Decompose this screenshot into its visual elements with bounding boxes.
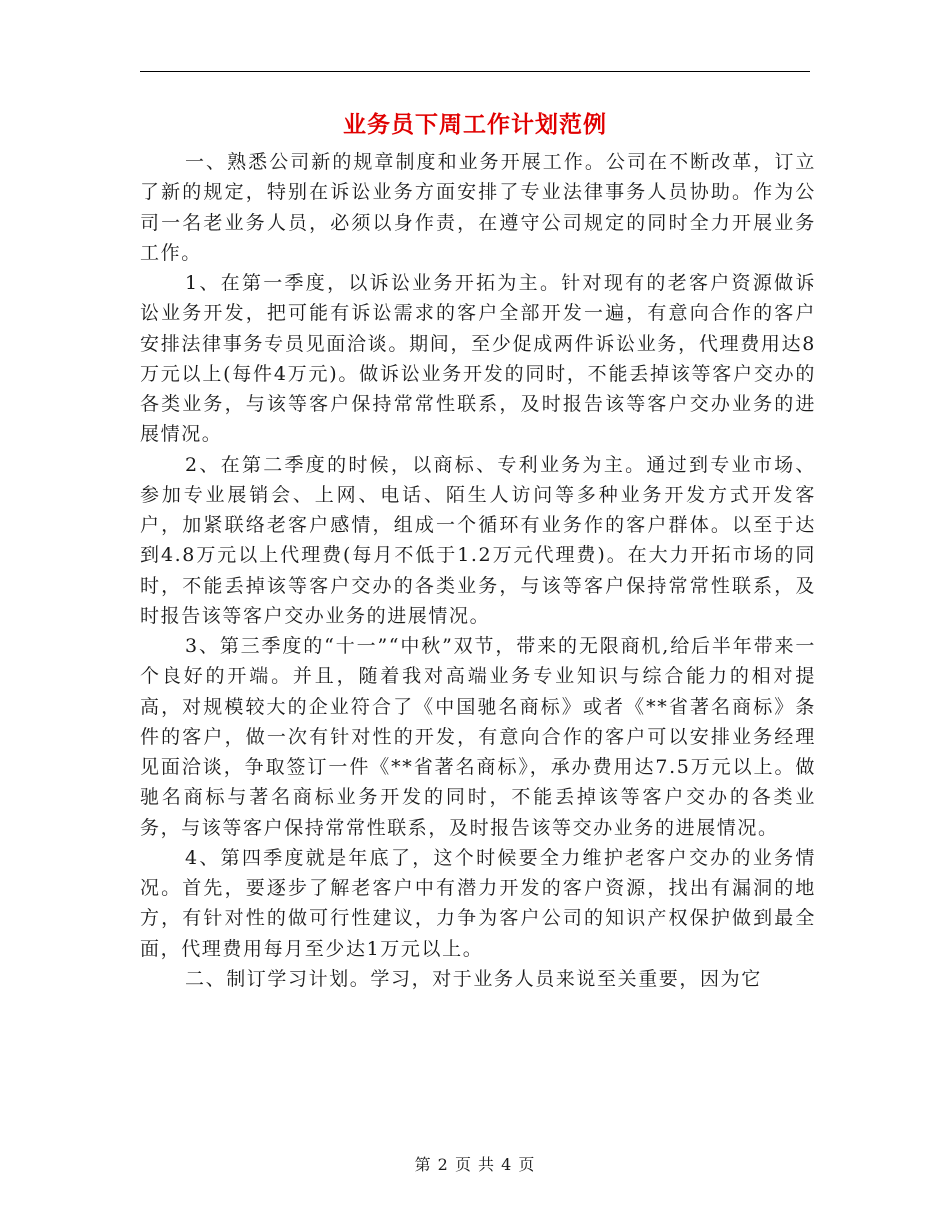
paragraph-q2: 2、在第二季度的时候，以商标、专利业务为主。通过到专业市场、参加专业展销会、上网、电话、陌生人访问等多种业务开发方式开发客户，加紧联络老客户感情，组成一个循环有业务作的客户群体。以至于达到4.8万元以上代理费(每月不低于1.2万元代理费)。在大力开拓市场的同时，不能丢掉该等客户交办的各类业务，与该等客户保持常常性联系，及时报告该等客户交办业务的进展情况。	[140, 453, 816, 627]
paragraph-q4: 4、第四季度就是年底了，这个时候要全力维护老客户交办的业务情况。首先，要逐步了解老客户中有潜力开发的客户资源，找出有漏洞的地方，有针对性的做可行性建议，力争为客户公司的知识产权保护做到最全面，代理费用每月至少达1万元以上。	[140, 846, 816, 960]
document-title: 业务员下周工作计划范例	[343, 112, 607, 138]
paragraph-q3: 3、第三季度的“十一”“中秋”双节，带来的无限商机,给后半年带来一个良好的开端。并且，随着我对高端业务专业知识与综合能力的相对提高，对规模较大的企业符合了《中国驰名商标》或者《**省著名商标》条件的客户，做一次有针对性的开发，有意向合作的客户可以安排业务经理见面洽谈，争取签订一件《**省著名商标》，承办费用达7.5万元以上。做驰名商标与著名商标业务开发的同时，不能丢掉该等客户交办的各类业务，与该等客户保持常常性联系，及时报告该等交办业务的进展情况。	[140, 635, 816, 839]
paragraph-section-1: 一、熟悉公司新的规章制度和业务开展工作。公司在不断改革，订立了新的规定，特别在诉讼业务方面安排了专业法律事务人员协助。作为公司一名老业务人员，必须以身作责，在遵守公司规定的同时全力开展业务工作。	[140, 151, 816, 264]
paragraph-q1: 1、在第一季度，以诉讼业务开拓为主。针对现有的老客户资源做诉讼业务开发，把可能有诉讼需求的客户全部开发一遍，有意向合作的客户安排法律事务专员见面洽谈。期间，至少促成两件诉讼业务，代理费用达8万元以上(每件4万元)。做诉讼业务开发的同时，不能丢掉该等客户交办的各类业务，与该等客户保持常常性联系，及时报告该等客户交办业务的进展情况。	[140, 272, 816, 446]
header-rule	[140, 71, 810, 72]
document-body	[140, 147, 816, 994]
page-number-label: 第 2 页 共 4 页	[414, 1155, 536, 1174]
paragraph-section-2: 二、制订学习计划。学习，对于业务人员来说至关重要，因为它	[185, 967, 762, 990]
page-footer	[0, 1153, 950, 1177]
